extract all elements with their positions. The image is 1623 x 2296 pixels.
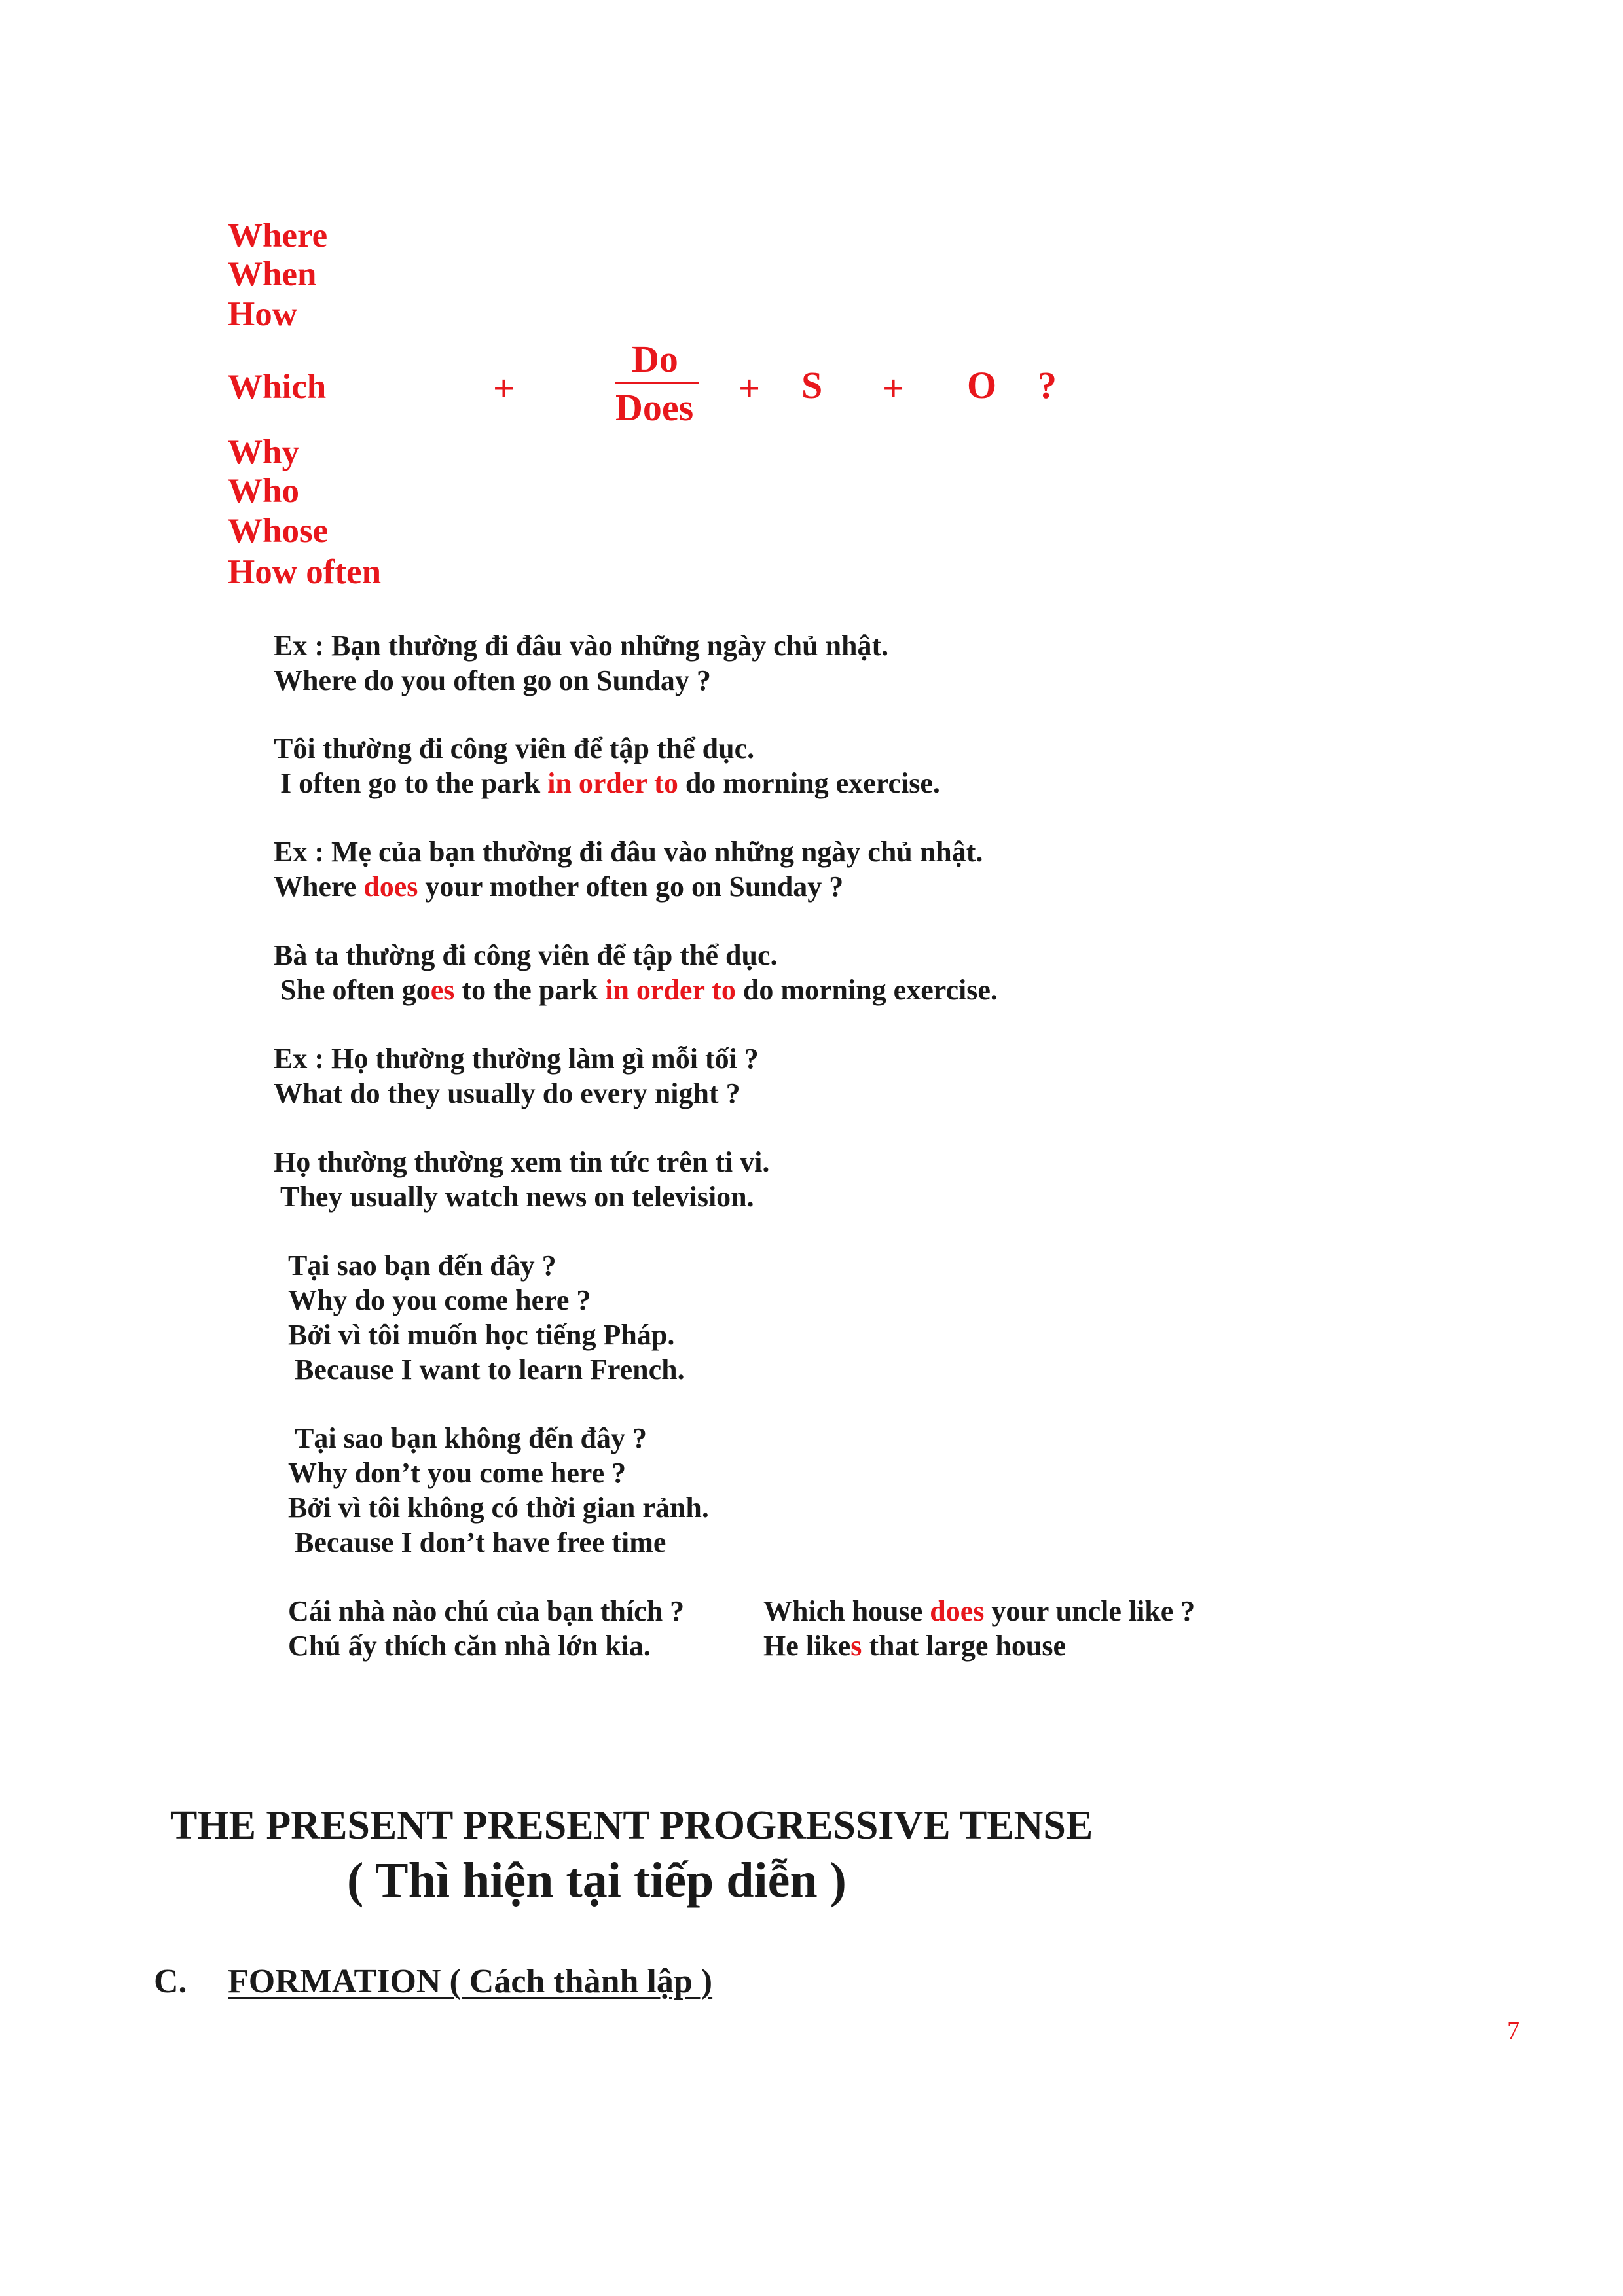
question-word-whose: Whose: [228, 512, 329, 550]
example-line: Cái nhà nào chú của bạn thích ?: [288, 1595, 685, 1627]
section-subtitle: ( Thì hiện tại tiếp diễn ): [347, 1853, 847, 1908]
example-line: What do they usually do every night ?: [274, 1077, 740, 1109]
formula-object: O: [967, 364, 997, 406]
example-line: Tại sao bạn đến đây ?: [288, 1249, 556, 1282]
question-word-how: How: [228, 295, 297, 333]
example-line: Why do you come here ?: [288, 1284, 591, 1316]
formula-aux-does: Does: [615, 386, 694, 429]
page-number: 7: [1507, 2017, 1520, 2045]
subsection-title: FORMATION ( Cách thành lập ): [228, 1963, 713, 2000]
example-line: Ex : Mẹ của bạn thường đi đâu vào những ngày chủ nhật.: [274, 836, 983, 868]
example-line: Tại sao bạn không đến đây ?: [295, 1422, 647, 1454]
section-title: THE PRESENT PRESENT PROGRESSIVE TENSE: [170, 1803, 1093, 1848]
subsection-letter: C.: [154, 1963, 187, 2000]
example-line: Ex : Bạn thường đi đâu vào những ngày chủ nhật.: [274, 630, 889, 662]
example-line: Bởi vì tôi không có thời gian rảnh.: [288, 1492, 709, 1524]
question-word-who: Who: [228, 472, 299, 510]
example-line: Where does your mother often go on Sunday ?: [274, 870, 844, 903]
example-line: Họ thường thường xem tin tức trên ti vi.: [274, 1146, 770, 1178]
formula-plus-1: +: [493, 367, 515, 410]
formula-plus-2: +: [739, 367, 761, 410]
question-word-which: Which: [228, 368, 327, 406]
question-word-when: When: [228, 255, 317, 293]
formula-aux-do: Do: [632, 338, 678, 380]
example-line: I often go to the park in order to do morning exercise.: [280, 767, 940, 799]
example-line: Bà ta thường đi công viên để tập thể dục.: [274, 939, 778, 971]
example-line: They usually watch news on television.: [280, 1181, 754, 1213]
question-word-why: Why: [228, 433, 299, 471]
formula-fraction-line: [615, 382, 699, 384]
formula-plus-3: +: [883, 367, 905, 410]
example-line: Because I don’t have free time: [295, 1526, 666, 1558]
question-word-where: Where: [228, 217, 328, 255]
example-line: Bởi vì tôi muốn học tiếng Pháp.: [288, 1319, 675, 1351]
example-line: Why don’t you come here ?: [288, 1457, 627, 1489]
question-word-how-often: How often: [228, 553, 382, 591]
formula-question-mark: ?: [1038, 364, 1057, 406]
example-line: Tôi thường đi công viên để tập thể dục.: [274, 732, 755, 764]
example-line: Which house does your uncle like ?: [763, 1595, 1195, 1627]
formula-subject: S: [801, 364, 823, 406]
example-line: Chú ấy thích căn nhà lớn kia.: [288, 1630, 651, 1662]
example-line: She often goes to the park in order to do morning exercise.: [280, 974, 998, 1006]
example-line: Because I want to learn French.: [295, 1354, 685, 1386]
example-line: Ex : Họ thường thường làm gì mỗi tối ?: [274, 1043, 759, 1075]
example-line: Where do you often go on Sunday ?: [274, 664, 711, 696]
example-line: He likes that large house: [763, 1630, 1066, 1662]
